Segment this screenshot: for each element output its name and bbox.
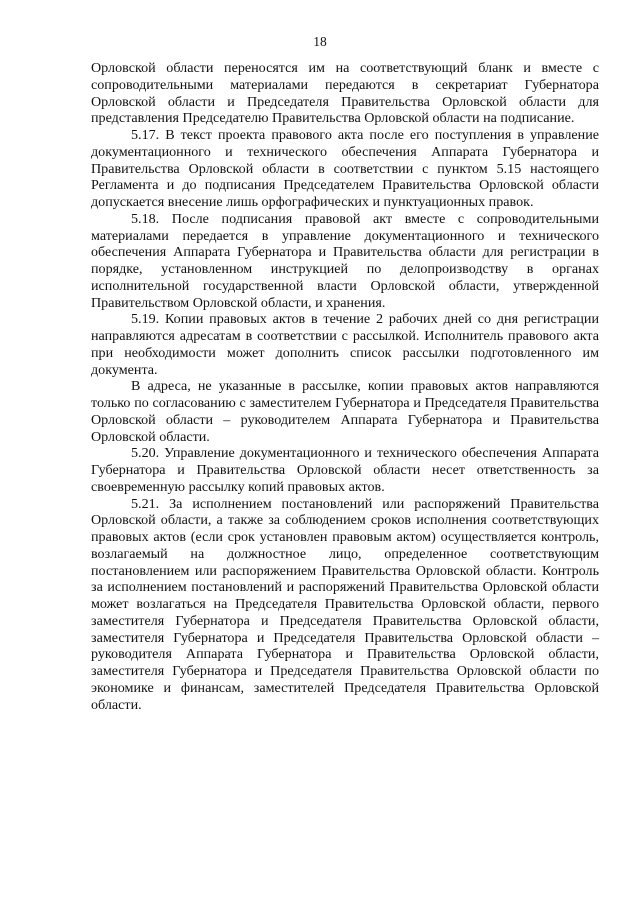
paragraph-5-21: 5.21. За исполнением постановлений или распоряжений Правительства Орловской области, а также за соблюдением сроков исполнения соответствующих правовых актов (если срок установлен правовым актом) осуществляется контроль, возлагаемый на должностное лицо, определенное соответствующим постановлением или распоряжением Правительства Орловской области. Контроль за исполнением постановлений и распоряжений Правительства Орловской области может возлагаться на Председателя Правительства Орловской области, первого заместителя Губернатора и Председателя Правительства Орловской области, заместителя Губернатора и Председателя Правительства Орловской области – руководителя Аппарата Губернатора и Правительства Орловской области, заместителя Губернатора и Председателя Правительства Орловской области по экономике и финансам, заместителей Председателя Правительства Орловской области. (91, 495, 599, 713)
paragraph-5-18: 5.18. После подписания правовой акт вместе с сопроводительными материалами передается в управление документационного и технического обеспечения Аппарата Губернатора и Правительства области для регистрации в порядке, установленном инструкцией по делопроизводству в органах исполнительной государственной власти Орловской области, утвержденной Правительством Орловской области, и хранения. (91, 210, 599, 311)
paragraph-5-19: 5.19. Копии правовых актов в течение 2 рабочих дней со дня регистрации направляются адресатам в соответствии с рассылкой. Исполнитель правового акта при необходимости может дополнить список рассылки подготовленного им документа. (91, 311, 599, 378)
paragraph-continuation: Орловской области переносятся им на соответствующий бланк и вместе с сопроводительными материалами передаются в секретариат Губернатора Орловской области и Председателя Правительства Орловской области для представления Председателю Правительства Орловской области на подписание. (91, 60, 599, 127)
paragraph-5-20: 5.20. Управление документационного и технического обеспечения Аппарата Губернатора и Правительства Орловской области несет ответственность за своевременную рассылку копий правовых актов. (91, 445, 599, 495)
document-body (91, 60, 599, 713)
paragraph-5-17: 5.17. В текст проекта правового акта после его поступления в управление документационного и технического обеспечения Аппарата Губернатора и Правительства Орловской области в соответствии с пунктом 5.15 настоящего Регламента и до подписания Председателем Правительства Орловской области допускается внесение лишь орфографических и пунктуационных правок. (91, 127, 599, 210)
page-number: 18 (313, 34, 327, 49)
paragraph-5-19-addresses: В адреса, не указанные в рассылке, копии правовых актов направляются только по согласованию с заместителем Губернатора и Председателя Правительства Орловской области – руководителем Аппарата Губернатора и Правительства Орловской области. (91, 378, 599, 445)
